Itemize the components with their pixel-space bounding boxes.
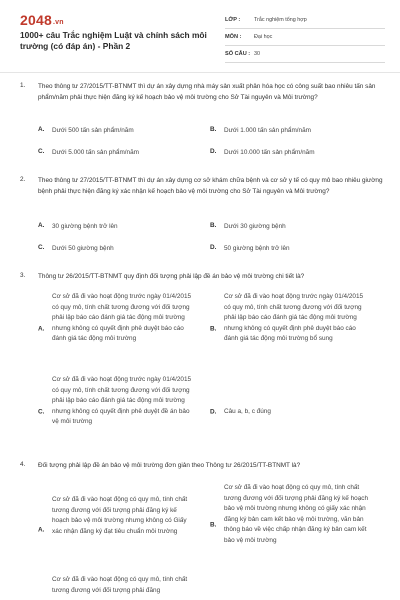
option-text: Cơ sở đã đi vào hoạt động trước ngày 01/4/2015 có quy mô, tính chất tương đương với đối tượng phải lập báo cáo đánh giá tác động môi trường nhưng không có quyết định phê duyệt báo cáo đánh giá tác động môi trường bổ sung (224, 293, 364, 342)
worksheet-header (0, 0, 400, 68)
option-letter: C. (38, 148, 45, 155)
meta-key-subject: MÔN : (225, 34, 242, 40)
option-letter: B. (210, 222, 217, 229)
option-text: Dưới 500 tấn sản phẩm/năm (52, 127, 134, 134)
site-logo[interactable] (20, 12, 64, 28)
meta-row-subject (225, 29, 385, 46)
question-text: Đối tượng phải lập đề án bảo vệ môi trường đơn giản theo Thông tư 26/2015/TT-BTNMT là? (38, 462, 301, 469)
option-letter: D. (210, 244, 217, 251)
option-b[interactable] (210, 126, 380, 137)
meta-row-count (225, 46, 385, 63)
option-a[interactable] (38, 222, 208, 233)
meta-value-subject: Đại học (254, 34, 273, 40)
worksheet-title: 1000+ câu Trắc nghiệm Luật và chính sách môi trường (có đáp án) - Phần 2 (20, 30, 207, 51)
question-number: 1. (20, 82, 26, 89)
option-letter: A. (38, 126, 45, 133)
option-a[interactable] (38, 292, 208, 366)
option-b[interactable] (210, 483, 380, 567)
question-1 (20, 82, 385, 172)
option-text: 30 giường bệnh trở lên (52, 223, 118, 230)
option-letter: B. (210, 126, 217, 133)
option-b[interactable] (210, 222, 380, 233)
option-letter: D. (210, 148, 217, 155)
option-letter: C. (38, 244, 45, 251)
question-4 (20, 461, 385, 600)
option-c[interactable] (38, 244, 208, 255)
option-letter: A. (38, 222, 45, 229)
option-letter: D. (210, 408, 217, 416)
question-3 (20, 272, 385, 452)
option-d[interactable] (210, 148, 380, 159)
worksheet-meta (225, 12, 385, 63)
logo-suffix: .vn (52, 19, 64, 26)
question-number: 2. (20, 176, 26, 183)
option-text: Cơ sở đã đi vào hoạt động trước ngày 01/4/2015 có quy mô, tính chất tương đương với đối tượng phải lập báo cáo đánh giá tác động môi trường nhưng không có quyết định phê duyệt báo cáo đánh giá tác động môi trường (52, 293, 192, 342)
option-d[interactable] (210, 244, 380, 255)
question-text: Thông tư 26/2015/TT-BTNMT quy định đối tượng phải lập đề án bảo vệ môi trường chi tiết là? (38, 273, 305, 280)
meta-value-count: 30 (254, 51, 260, 57)
question-2 (20, 176, 385, 264)
option-text: Dưới 50 giường bệnh (52, 245, 114, 252)
option-text: Dưới 10.000 tấn sản phẩm/năm (224, 149, 315, 156)
option-c[interactable] (38, 375, 208, 449)
option-text: Cơ sở đã đi vào hoạt động có quy mô, tính chất tương đương với đối tượng phải đăng ký kế hoạch bảo vệ môi trường nhưng không có giấy xác nhận đăng ký bản cam kết bảo vệ môi trường, văn bản thông báo về việc chấp nhận đăng ký bản cam kết bảo vệ môi trường (224, 484, 369, 544)
option-c[interactable] (38, 148, 208, 159)
option-letter: B. (210, 325, 217, 333)
option-text: Dưới 30 giường bệnh (224, 223, 286, 230)
option-text: Cơ sở đã đi vào hoạt động có quy mô, tính chất tương đương với đối tượng phải đăng ký kế hoạch bảo vệ môi trường nhưng không có Giấy xác nhận đăng ký đạt tiêu chuẩn môi trường (52, 496, 188, 535)
meta-value-class: Trắc nghiệm tổng hợp (254, 17, 307, 23)
option-text: Câu a, b, c đúng (224, 408, 271, 415)
question-number: 4. (20, 461, 26, 468)
option-d[interactable] (210, 375, 380, 449)
option-text: 50 giường bệnh trở lên (224, 245, 290, 252)
meta-row-class (225, 12, 385, 29)
option-b[interactable] (210, 292, 380, 366)
option-text: Cơ sở đã đi vào hoạt động trước ngày 01/4/2015 có quy mô, tính chất tương đương với đối tượng phải lập báo cáo đánh giá tác động môi trường nhưng không có quyết định phê duyệt đề án bảo vệ môi trường (52, 376, 192, 425)
option-letter: A. (38, 526, 45, 534)
header-divider (0, 72, 400, 73)
option-letter: C. (38, 408, 45, 416)
question-text: Theo thông tư 27/2015/TT-BTNMT thì dự án xây dựng cơ sở khám chữa bệnh và cơ sở y tế có quy mô bao nhiêu giường bệnh phải thực hiện đăng ký xác nhận kế hoạch bảo vệ môi trường cho Sở Tài nguyên và Môi trường? (38, 177, 383, 195)
option-letter: B. (210, 521, 217, 529)
option-a[interactable] (38, 126, 208, 137)
question-number: 3. (20, 272, 26, 279)
meta-key-class: LỚP : (225, 17, 241, 23)
logo-main: 2048 (20, 12, 52, 28)
option-text: Dưới 5.000 tấn sản phẩm/năm (52, 149, 139, 156)
option-letter: A. (38, 325, 45, 333)
meta-key-count: SỐ CÂU : (225, 51, 251, 57)
option-a[interactable] (38, 493, 208, 567)
question-text: Theo thông tư 27/2015/TT-BTNMT thì dự án xây dựng nhà máy sản xuất phân hóa học có công suất bao nhiêu tấn sản phẩm/năm phải thực hiện đăng ký kế hoạch bảo vệ môi trường cho Sở Tài nguyên và Môi trường? (38, 83, 376, 101)
option-c[interactable] (38, 575, 208, 600)
option-text: Cơ sở đã đi vào hoạt động có quy mô, tính chất tương đương với đối tượng phải đăng (52, 576, 188, 594)
option-text: Dưới 1.000 tấn sản phẩm/năm (224, 127, 311, 134)
